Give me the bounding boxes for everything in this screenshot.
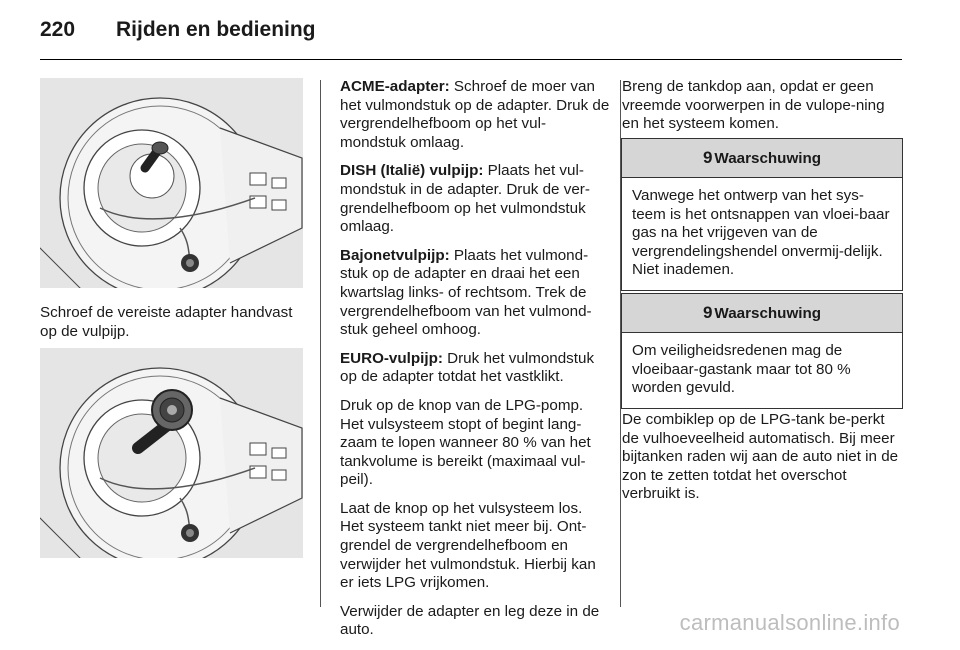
filler-nozzle-illustration	[40, 348, 303, 558]
warning-box	[621, 293, 903, 409]
column-divider	[320, 80, 321, 607]
warning-header	[622, 139, 902, 178]
paragraph-dish	[340, 162, 610, 236]
warning-title: Waarschuwing	[714, 304, 822, 322]
column-combi-valve	[622, 411, 902, 514]
fuel-filler-adapter-illustration	[40, 78, 303, 288]
header-rule	[40, 59, 902, 60]
warning-text: Vanwege het ontwerp van het sys-teem is het ontsnappen van vloei-baar gas na het vrijgeven van de vergrendelingshendel onvermij-delijk. Niet inademen.	[632, 187, 890, 279]
paragraph-text: Druk het vulmondstuk op de adapter totdat het vastklikt.	[340, 349, 595, 386]
warning-triangle-icon: 9	[702, 148, 713, 167]
paragraph-pump: Druk op de knop van de LPG-pomp. Het vulsysteem stopt of begint lang-zaam te lopen wanneer 80 % van het tankvolume is bereikt (maximaal vul-peil).	[340, 396, 591, 489]
paragraph-lead: EURO-vulpijp:	[340, 349, 443, 367]
paragraph-bajonet	[340, 247, 610, 340]
paragraph-euro	[340, 350, 610, 387]
page-number: 220	[40, 18, 76, 41]
paragraph-lead: ACME-adapter:	[340, 78, 450, 95]
illustration-caption: Schroef de vereiste adapter handvast op de vulpijp.	[40, 304, 293, 340]
page-title: Rijden en bediening	[116, 18, 316, 41]
paragraph-acme	[340, 78, 610, 152]
page-header	[40, 18, 316, 48]
paragraph-lead: DISH (Italië) vulpijp:	[340, 162, 484, 180]
paragraph-text: Plaats het vulmond-stuk op de adapter en draai het een kwartslag links- of rechtsom. Trek de vergrendelhefboom van het vulmond-stuk geheel omhoog.	[340, 246, 592, 339]
paragraph-text: Schroef de moer van het vulmondstuk op de adapter. Druk de vergrendelhefboom op het vul-mondstuk omlaag.	[340, 78, 610, 151]
warning-box	[621, 138, 903, 291]
watermark: carmanualsonline.info	[679, 610, 900, 635]
warning-text: Om veiligheidsredenen mag de vloeibaar-gastank maar tot 80 % worden gevuld.	[632, 342, 851, 397]
column-warnings	[622, 78, 902, 144]
paragraph-release: Laat de knop op het vulsysteem los. Het systeem tankt niet meer bij. Ont-grendel de vergrendelhefboom en verwijder het vulmondstuk. Hierbij kan er iets LPG vrijkomen.	[340, 499, 596, 592]
paragraph-remove-adapter: Verwijder de adapter en leg deze in de auto.	[340, 602, 600, 639]
warning-title: Waarschuwing	[714, 149, 822, 167]
column-instructions	[340, 78, 610, 650]
paragraph-combi-valve: De combiklep op de LPG-tank be-perkt de vulhoeveelheid automatisch. Bij meer bijtanken raden wij aan de auto niet in de zon te zetten totdat het overschot verbruikt is.	[622, 411, 899, 503]
warning-header	[622, 294, 902, 333]
paragraph-text: Plaats het vul-mondstuk in de adapter. Druk de ver-grendelhefboom op het vulmondstuk omlaag.	[340, 162, 590, 236]
paragraph-tank-cap: Breng de tankdop aan, opdat er geen vreemde voorwerpen in de vulope-ning en het systeem komen.	[622, 78, 885, 133]
paragraph-lead: Bajonetvulpijp:	[340, 246, 450, 264]
warning-triangle-icon: 9	[702, 303, 713, 322]
